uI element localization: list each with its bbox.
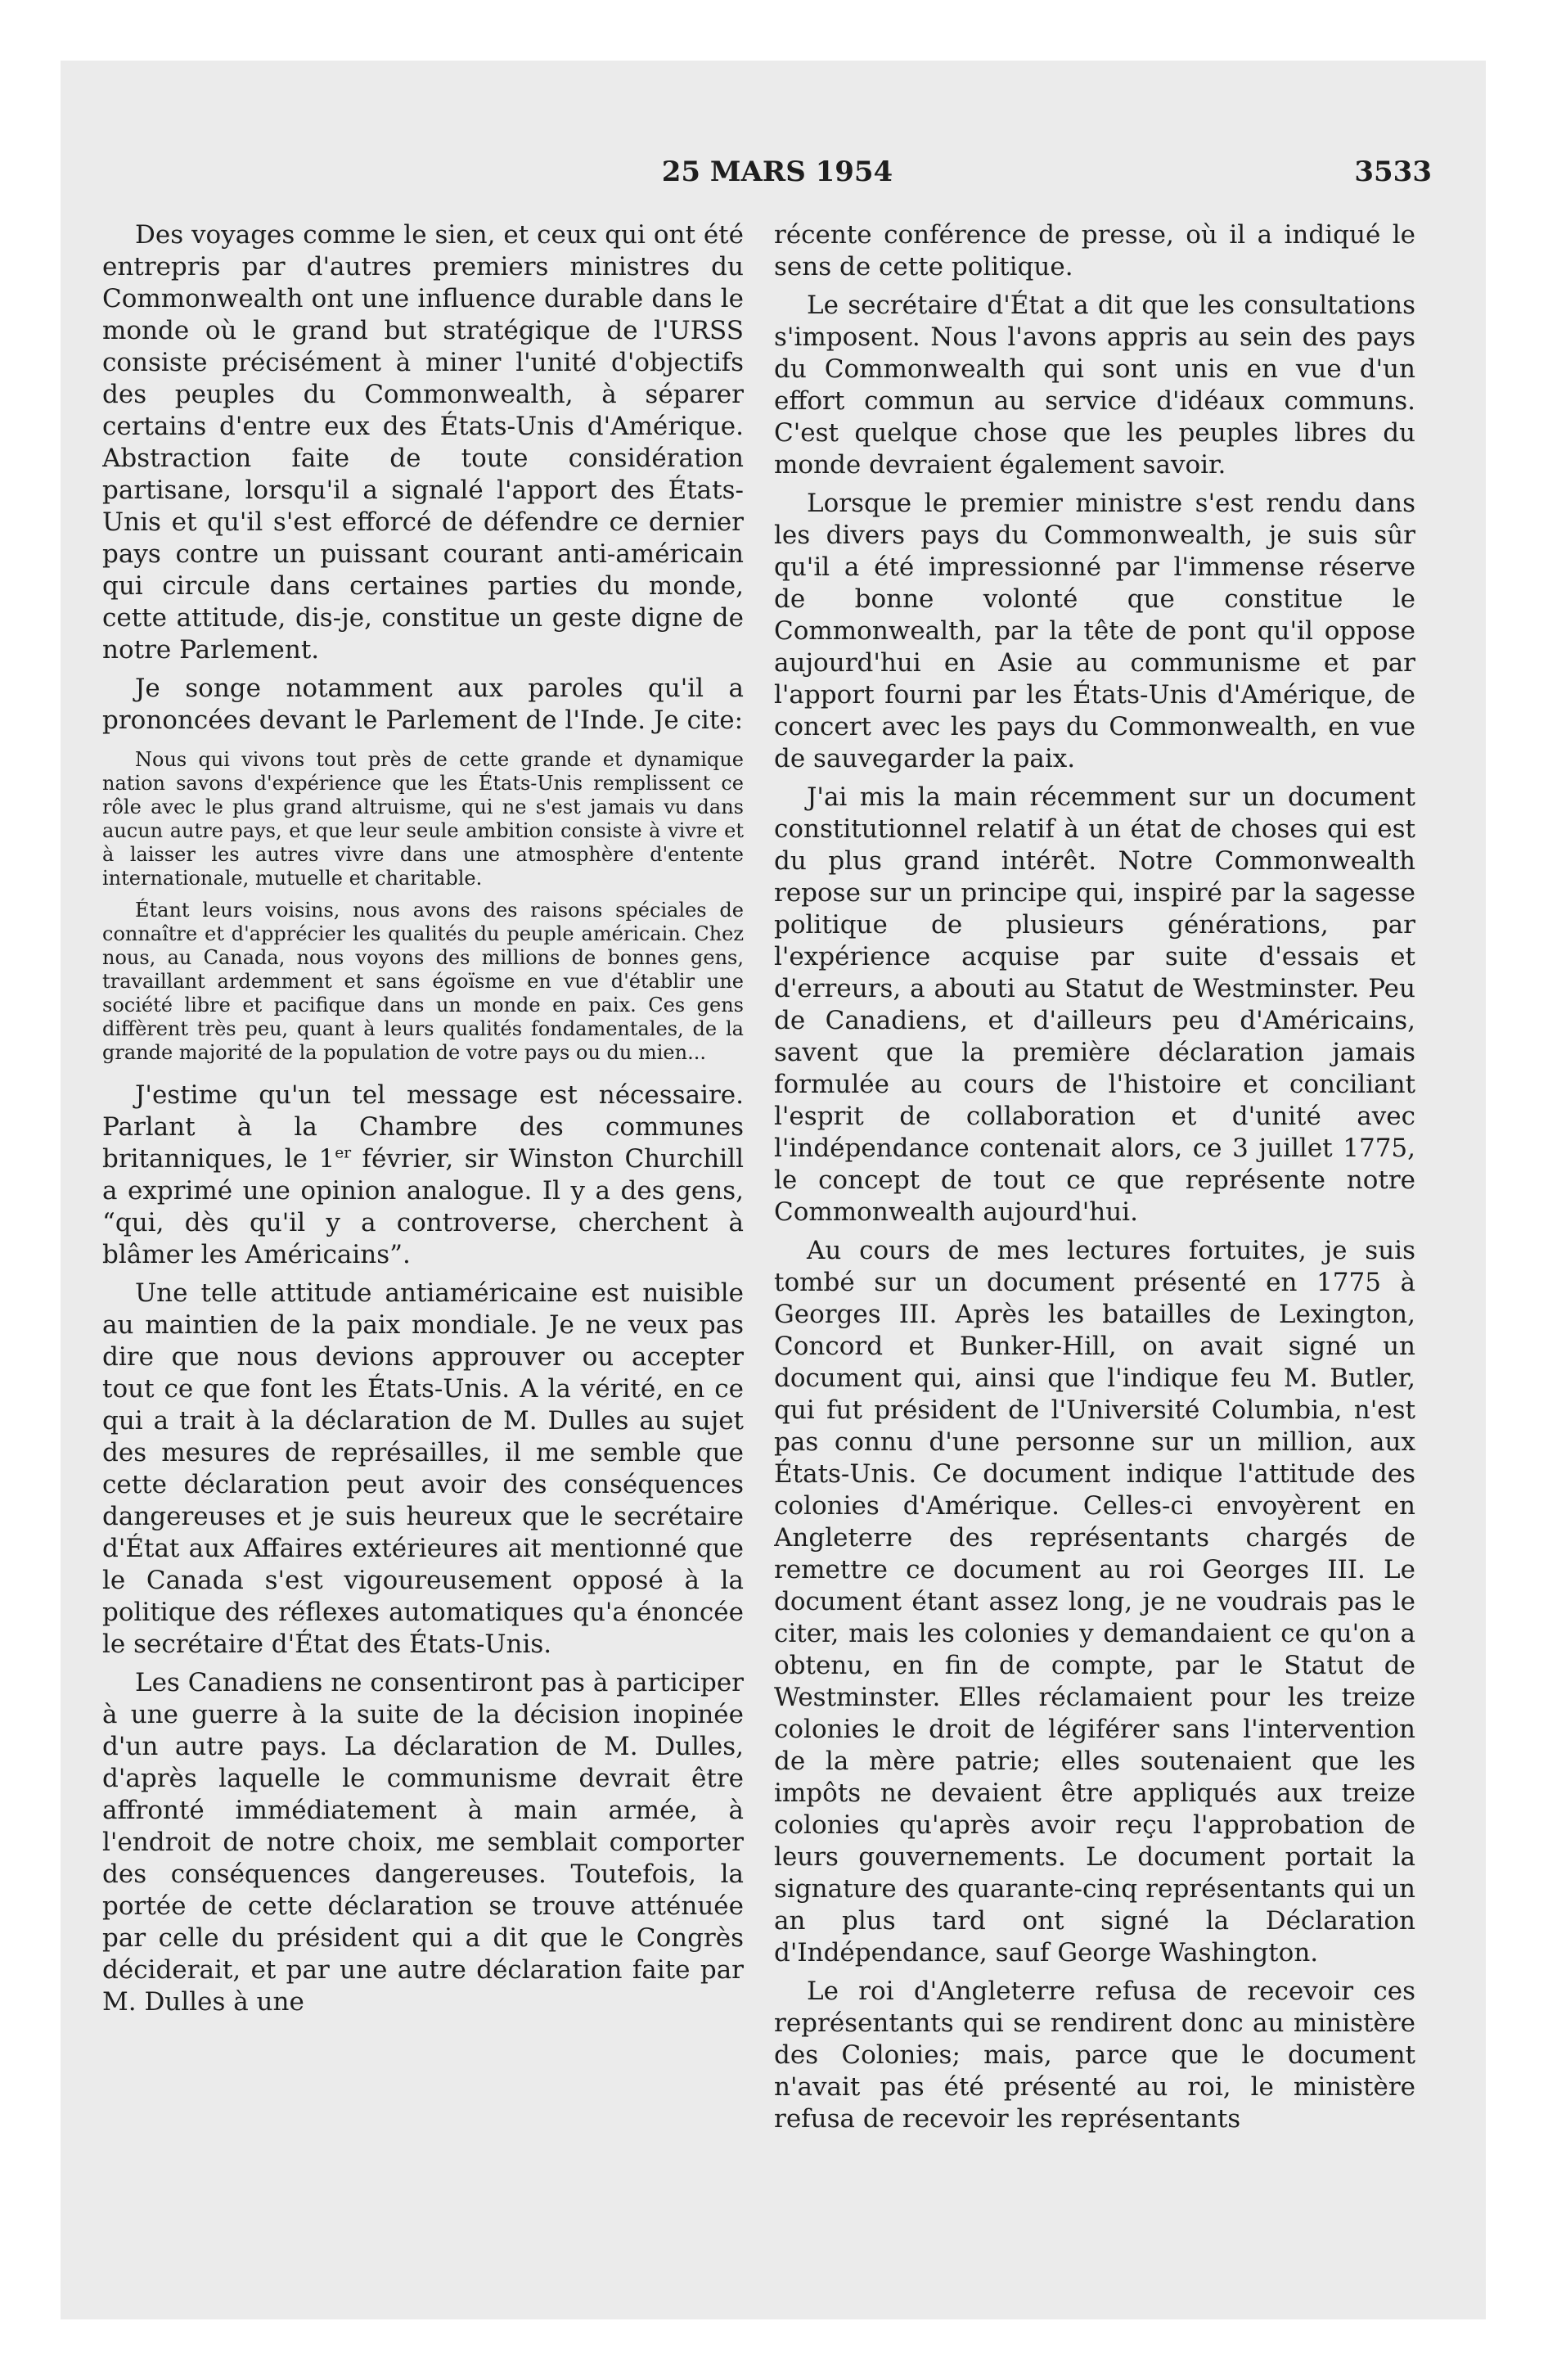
paragraph-text: J'estime qu'un tel message est nécessaire. Parlant à la Chambre des communes britanniques, le 1 <box>102 1080 744 1174</box>
paragraph: Le secrétaire d'État a dit que les consultations s'imposent. Nous l'avons appris au sein des pays du Commonwealth qui sont unis en vue d'un effort commun au service d'idéaux communs. C'est quelque chose que les peuples libres du monde devraient également savoir. <box>774 291 1415 480</box>
quote-paragraph: Étant leurs voisins, nous avons des raisons spéciales de connaître et d'apprécier les qualités du peuple américain. Chez nous, au Canada, nous voyons des millions de bonnes gens, travaillant ardemment et sans égoïsme en vue d'établir une société libre et pacifique dans un monde en paix. Ces gens diffèrent très peu, quant à leurs qualités fondamentales, de la grande majorité de la population de votre pays ou du mien... <box>102 899 744 1064</box>
paragraph: Le roi d'Angleterre refusa de recevoir ces représentants qui se rendirent donc au ministère des Colonies; mais, parce que le document n'avait pas été présenté au roi, le ministère refusa de recevoir les représentants <box>774 1977 1415 2134</box>
paragraph: Lorsque le premier ministre s'est rendu dans les divers pays du Commonwealth, je suis sûr qu'il a été impressionné par l'immense réserve de bonne volonté que constitue le Commonwealth, par la tête de pont qu'il oppose aujourd'hui en Asie au communisme et par l'apport fourni par les États-Unis d'Amérique, de concert avec les pays du Commonwealth, en vue de sauvegarder la paix. <box>774 489 1415 773</box>
page-number: 3533 <box>1354 156 1432 188</box>
page-header <box>123 156 1432 196</box>
paragraph: Je songe notamment aux paroles qu'il a prononcées devant le Parlement de l'Inde. Je cite: <box>102 674 744 735</box>
paragraph <box>102 1080 744 1271</box>
left-column <box>102 219 744 2224</box>
quote-paragraph: Nous qui vivons tout près de cette grande et dynamique nation savons d'expérience que les États-Unis remplissent ce rôle avec le plus grand altruisme, qui ne s'est jamais vu dans aucun autre pays, et que leur seule ambition consiste à vivre et à laisser les autres vivre dans une atmosphère d'entente internationale, mutuelle et charitable. <box>102 748 744 890</box>
paragraph: Les Canadiens ne consentiront pas à participer à une guerre à la suite de la décision inopinée d'un autre pays. La déclaration de M. Dulles, d'après laquelle le communisme devrait être affronté immédiatement à main armée, à l'endroit de notre choix, me semblait comporter des conséquences dangereuses. Toutefois, la portée de cette déclaration se trouve atténuée par celle du président qui a dit que le Congrès déciderait, et par une autre déclaration faite par M. Dulles à une <box>102 1668 744 2017</box>
paragraph: récente conférence de presse, où il a indiqué le sens de cette politique. <box>774 220 1415 282</box>
page-date: 25 MARS 1954 <box>661 156 893 188</box>
right-column <box>774 219 1415 2224</box>
quotation-block <box>102 748 744 1065</box>
paragraph-text: février, sir Winston Churchill a exprimé une opinion analogue. Il y a des gens, “qui, dès qu'il y a controverse, cherchent à blâmer les Américains”. <box>102 1144 744 1269</box>
paragraph: J'ai mis la main récemment sur un document constitutionnel relatif à un état de choses qui est du plus grand intérêt. Notre Commonwealth repose sur un principe qui, inspiré par la sagesse politique de plusieurs générations, par l'expérience acquise par suite d'essais et d'erreurs, a abouti au Statut de Westminster. Peu de Canadiens, et d'ailleurs peu d'Américains, savent que la première déclaration jamais formulée au cours de l'histoire et conciliant l'esprit de collaboration et d'unité avec l'indépendance contenait alors, ce 3 juillet 1775, le concept de tout ce que représente notre Commonwealth aujourd'hui. <box>774 782 1415 1227</box>
paragraph: Au cours de mes lectures fortuites, je suis tombé sur un document présenté en 1775 à Georges III. Après les batailles de Lexington, Concord et Bunker-Hill, on avait signé un document qui, ainsi que l'indique feu M. Butler, qui fut président de l'Université Columbia, n'est pas connu d'une personne sur un million, aux États-Unis. Ce document indique l'attitude des colonies d'Amérique. Celles-ci envoyèrent en Angleterre des représentants chargés de remettre ce document au roi Georges III. Le document étant assez long, je ne voudrais pas le citer, mais les colonies y demandaient ce qu'on a obtenu, en fin de compte, par le Statut de Westminster. Elles réclamaient pour les treize colonies le droit de légiférer sans l'intervention de la mère patrie; elles soutenaient que les impôts ne devaient être appliqués aux treize colonies qu'après avoir reçu l'approbation de leurs gouvernements. Le document portait la signature des quarante-cinq représentants qui un an plus tard ont signé la Déclaration d'Indépendance, sauf George Washington. <box>774 1236 1415 1968</box>
paragraph: Une telle attitude antiaméricaine est nuisible au maintien de la paix mondiale. Je ne veux pas dire que nous devions approuver ou accepter tout ce que font les États-Unis. A la vérité, en ce qui a trait à la déclaration de M. Dulles au sujet des mesures de représailles, il me semble que cette déclaration peut avoir des conséquences dangereuses et je suis heureux que le secrétaire d'État aux Affaires extérieures ait mentionné que le Canada s'est vigoureusement opposé à la politique des réflexes automatiques qu'a énoncée le secrétaire d'État des États-Unis. <box>102 1278 744 1659</box>
superscript: er <box>335 1144 352 1162</box>
paragraph: Des voyages comme le sien, et ceux qui ont été entrepris par d'autres premiers ministres du Commonwealth ont une influence durable dans le monde où le grand but stratégique de l'URSS consiste précisément à miner l'unité d'objectifs des peuples du Commonwealth, à séparer certains d'entre eux des États-Unis d'Amérique. Abstraction faite de toute considération partisane, lorsqu'il a signalé l'apport des États-Unis et qu'il s'est efforcé de défendre ce dernier pays contre un puissant courant anti-américain qui circule dans certaines parties du monde, cette attitude, dis-je, constitue un geste digne de notre Parlement. <box>102 220 744 665</box>
